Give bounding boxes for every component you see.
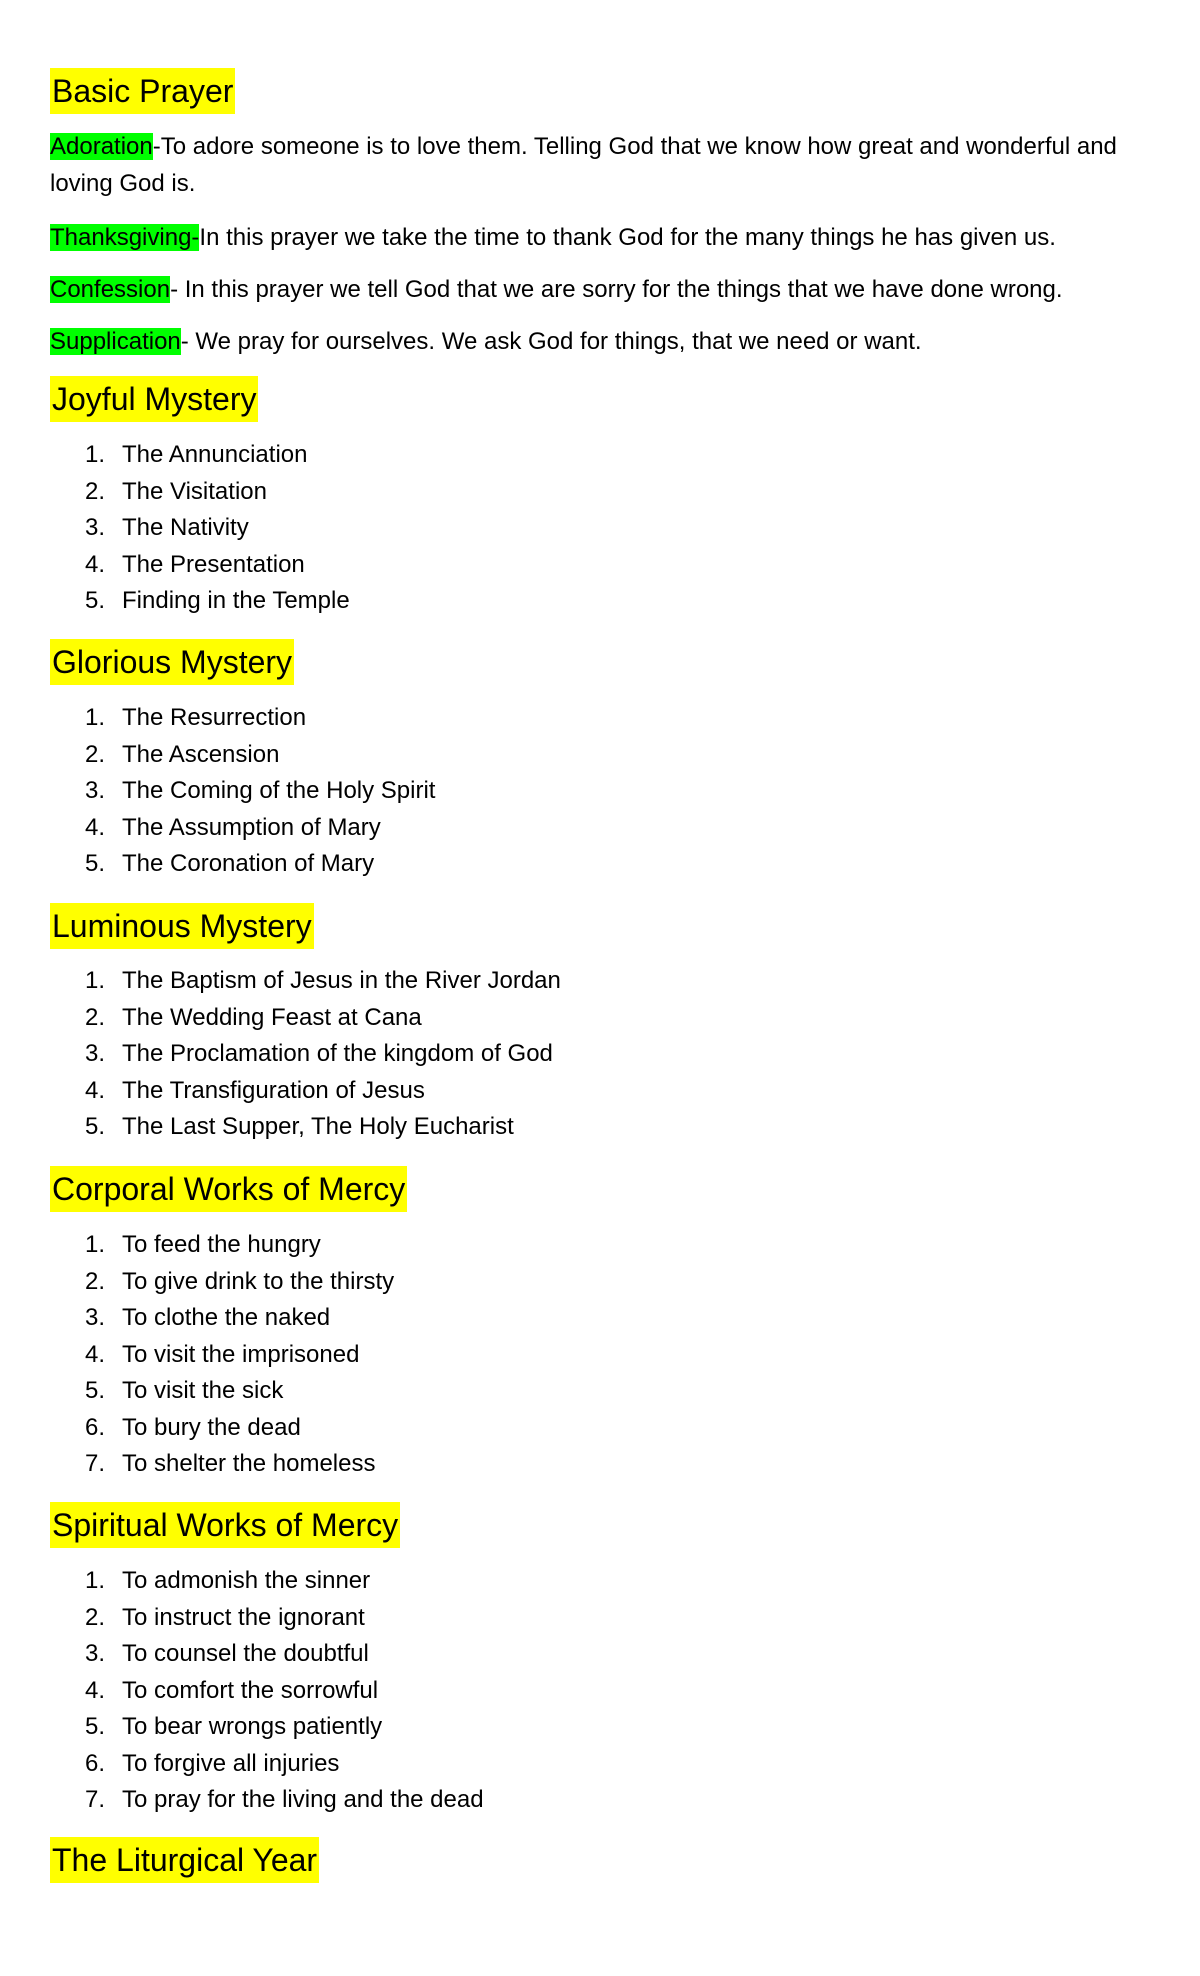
list-number: 4. [85,1076,106,1104]
list-item [50,963,1150,1000]
heading-corporal-works: Corporal Works of Mercy [50,1166,407,1212]
list-luminous-mystery [50,963,1150,1146]
list-item [50,1709,1150,1746]
list-item [50,1446,1150,1483]
list-item-text: The Nativity [122,514,249,541]
term-adoration: Adoration [50,133,153,160]
section-corporal-works [50,1166,407,1212]
list-number: 6. [85,1749,106,1777]
list-item [50,1300,1150,1337]
list-item [50,1264,1150,1301]
list-number: 1. [85,441,106,468]
list-item [50,583,1150,620]
list-item-text: To bury the dead [122,1413,301,1441]
list-item [50,1600,1150,1637]
heading-liturgical-year: The Liturgical Year [50,1837,319,1883]
list-joyful-mystery [50,437,1150,620]
list-item [50,1073,1150,1110]
list-number: 2. [85,1603,106,1631]
list-number: 3. [85,1040,106,1067]
text-supplication: - We pray for ourselves. We ask God for things, that we need or want. [180,328,922,355]
list-number: 2. [85,1267,106,1295]
list-item-text: To give drink to the thirsty [122,1267,395,1295]
list-item-text: To feed the hungry [122,1231,321,1258]
list-item-text: To comfort the sorrowful [122,1676,379,1704]
heading-glorious-mystery: Glorious Mystery [50,639,294,685]
list-item [50,1563,1150,1600]
list-number: 4. [85,813,106,841]
list-item [50,510,1150,547]
text-adoration: To adore someone is to love them. Telling God that we know how great and wonderful and loving God is. [50,133,1117,197]
list-item [50,1673,1150,1710]
list-item [50,1000,1150,1037]
list-corporal-works [50,1227,1150,1483]
list-item [50,1373,1150,1410]
list-item [50,737,1150,774]
list-number: 4. [85,550,106,578]
list-item-text: The Proclamation of the kingdom of God [122,1040,553,1067]
list-number: 5. [85,1113,106,1140]
heading-luminous-mystery: Luminous Mystery [50,903,314,949]
list-number: 1. [85,1231,106,1258]
list-item [50,846,1150,883]
list-item-text: The Coronation of Mary [122,850,375,877]
list-number: 3. [85,1304,106,1331]
heading-joyful-mystery: Joyful Mystery [50,376,258,422]
list-item-text: To counsel the doubtful [122,1640,369,1667]
list-item [50,1636,1150,1673]
list-number: 4. [85,1340,106,1368]
list-number: 1. [85,1567,106,1594]
list-item-text: To visit the imprisoned [122,1340,360,1368]
list-number: 1. [85,704,106,731]
paragraph-thanksgiving [50,219,1150,256]
list-spiritual-works [50,1563,1150,1819]
list-number: 1. [85,967,106,994]
list-item [50,437,1150,474]
list-item-text: The Transfiguration of Jesus [122,1076,425,1104]
list-item-text: The Coming of the Holy Spirit [122,777,436,804]
section-liturgical-year [50,1837,319,1883]
list-item-text: The Annunciation [122,441,308,468]
paragraph-adoration [50,128,1150,202]
sep-adoration: - [152,133,161,160]
term-confession: Confession [50,276,171,303]
text-thanksgiving: In this prayer we take the time to thank God for the many things he has given us. [199,224,1056,251]
list-number: 5. [85,587,106,614]
list-item-text: To instruct the ignorant [122,1603,365,1631]
section-basic-prayer [50,68,235,114]
list-item [50,773,1150,810]
list-item-text: To forgive all injuries [122,1749,340,1777]
list-number: 5. [85,1713,106,1740]
text-confession: - In this prayer we tell God that we are sorry for the things that we have done wrong. [170,276,1063,303]
heading-basic-prayer: Basic Prayer [50,68,235,114]
list-item-text: The Assumption of Mary [122,813,381,841]
list-item-text: The Ascension [122,740,280,768]
list-number: 7. [85,1450,106,1477]
list-item-text: To pray for the living and the dead [122,1786,484,1813]
list-item-text: To shelter the homeless [122,1450,376,1477]
list-number: 3. [85,514,106,541]
heading-spiritual-works: Spiritual Works of Mercy [50,1502,400,1548]
list-item [50,1410,1150,1447]
list-item-text: The Last Supper, The Holy Eucharist [122,1113,514,1140]
list-item-text: The Presentation [122,550,305,578]
list-number: 6. [85,1413,106,1441]
list-item-text: The Resurrection [122,704,307,731]
list-number: 5. [85,850,106,877]
list-number: 2. [85,1003,106,1031]
list-item [50,1227,1150,1264]
list-item [50,1036,1150,1073]
list-number: 2. [85,740,106,768]
list-item [50,474,1150,511]
list-item [50,1746,1150,1783]
list-number: 4. [85,1676,106,1704]
list-item-text: To admonish the sinner [122,1567,371,1594]
list-item-text: The Visitation [122,477,267,505]
list-number: 5. [85,1377,106,1404]
section-joyful-mystery [50,376,258,422]
list-item [50,1782,1150,1819]
list-number: 3. [85,777,106,804]
list-item [50,547,1150,584]
section-glorious-mystery [50,639,294,685]
list-number: 3. [85,1640,106,1667]
list-item-text: To visit the sick [122,1377,284,1404]
paragraph-supplication [50,323,1150,360]
list-item [50,810,1150,847]
list-item [50,1109,1150,1146]
list-item-text: Finding in the Temple [122,587,350,614]
section-spiritual-works [50,1502,400,1548]
list-item-text: To clothe the naked [122,1304,331,1331]
list-item-text: To bear wrongs patiently [122,1713,383,1740]
list-item-text: The Wedding Feast at Cana [122,1003,422,1031]
list-number: 7. [85,1786,106,1813]
term-thanksgiving: Thanksgiving- [50,224,200,251]
paragraph-confession [50,271,1150,308]
list-glorious-mystery [50,700,1150,883]
section-luminous-mystery [50,903,314,949]
term-supplication: Supplication [50,328,181,355]
list-item-text: The Baptism of Jesus in the River Jordan [122,967,561,994]
list-number: 2. [85,477,106,505]
list-item [50,1337,1150,1374]
list-item [50,700,1150,737]
